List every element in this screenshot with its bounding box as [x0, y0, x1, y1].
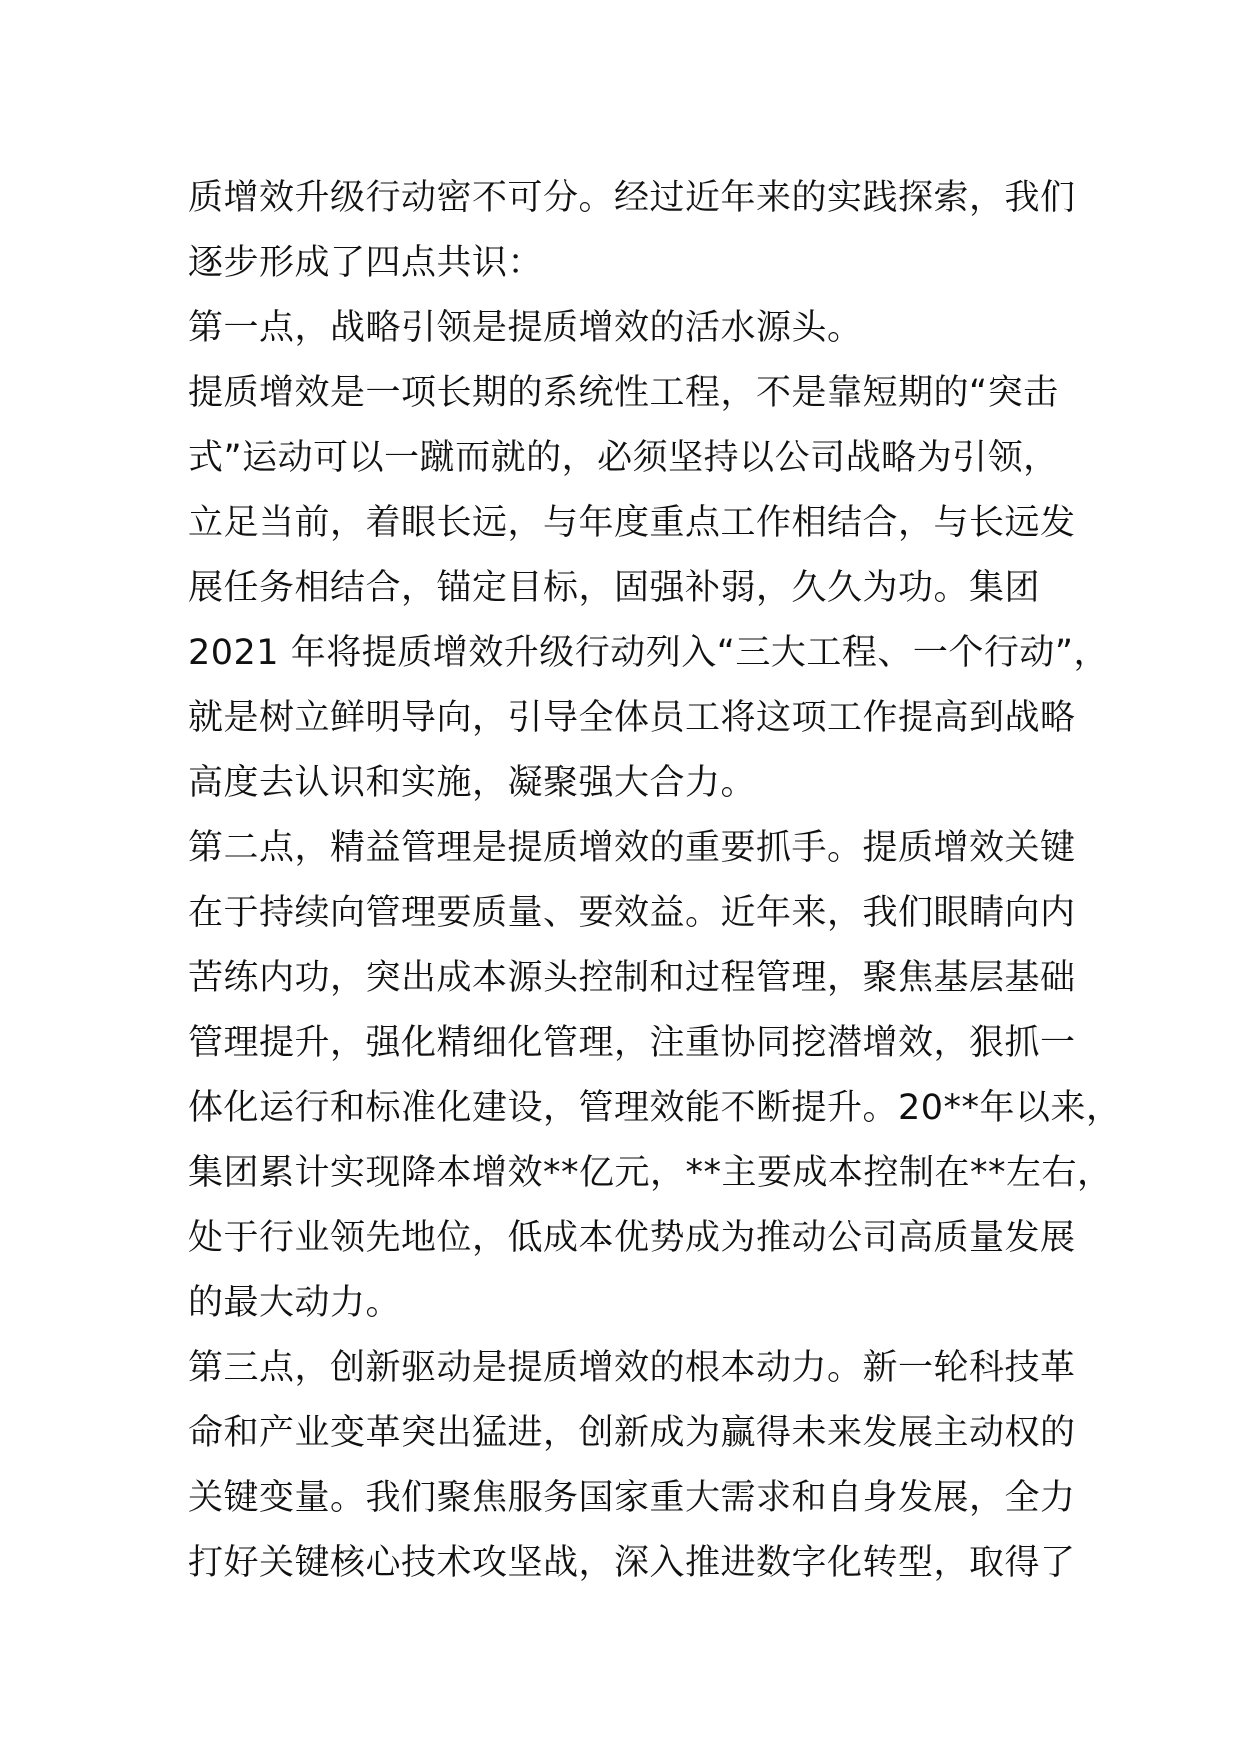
text-line: 逐步形成了四点共识： — [188, 243, 544, 283]
text-line: 处于行业领先地位，低成本优势成为推动公司高质量发展 — [188, 1218, 1076, 1258]
text-line: 展任务相结合，锚定目标，固强补弱，久久为功。集团 — [188, 568, 1041, 608]
text-line: 立足当前，着眼长远，与年度重点工作相结合，与长远发 — [188, 503, 1076, 543]
document-body — [188, 166, 1122, 1596]
text-line: 集团累计实现降本增效**亿元，**主要成本控制在**左右， — [188, 1153, 1113, 1193]
text-line: 就是树立鲜明导向，引导全体员工将这项工作提高到战略 — [188, 698, 1076, 738]
text-line: 提质增效是一项长期的系统性工程，不是靠短期的“突击 — [188, 373, 1059, 413]
text-line: 打好关键核心技术攻坚战，深入推进数字化转型，取得了 — [188, 1543, 1076, 1583]
text-line: 2021 年将提质增效升级行动列入“三大工程、一个行动”， — [188, 633, 1109, 673]
text-line: 式”运动可以一蹴而就的，必须坚持以公司战略为引领， — [188, 438, 1059, 478]
text-line: 关键变量。我们聚焦服务国家重大需求和自身发展，全力 — [188, 1478, 1076, 1518]
text-line: 管理提升，强化精细化管理，注重协同挖潜增效，狠抓一 — [188, 1023, 1076, 1063]
text-line: 第三点，创新驱动是提质增效的根本动力。新一轮科技革 — [188, 1348, 1076, 1388]
text-line: 质增效升级行动密不可分。经过近年来的实践探索，我们 — [188, 178, 1076, 218]
text-line: 体化运行和标准化建设，管理效能不断提升。20**年以来， — [188, 1088, 1122, 1128]
text-line: 在于持续向管理要质量、要效益。近年来，我们眼睛向内 — [188, 893, 1076, 933]
text-line: 的最大动力。 — [188, 1283, 402, 1323]
text-line: 第二点，精益管理是提质增效的重要抓手。提质增效关键 — [188, 828, 1076, 868]
text-line: 高度去认识和实施，凝聚强大合力。 — [188, 763, 757, 803]
text-line: 苦练内功，突出成本源头控制和过程管理，聚焦基层基础 — [188, 958, 1076, 998]
text-line: 命和产业变革突出猛进，创新成为赢得未来发展主动权的 — [188, 1413, 1076, 1453]
text-line: 第一点，战略引领是提质增效的活水源头。 — [188, 308, 863, 348]
